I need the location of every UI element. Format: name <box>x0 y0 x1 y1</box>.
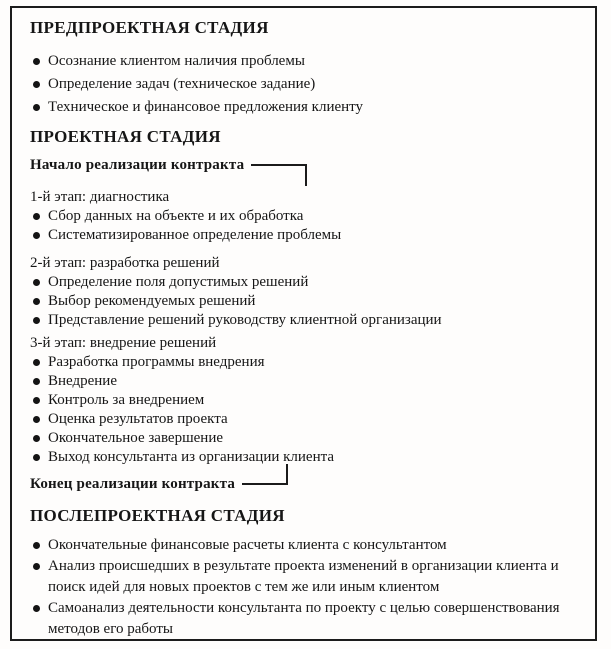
list-item <box>33 226 583 245</box>
contract-end-marker <box>30 475 583 494</box>
document-frame <box>10 6 597 641</box>
list-item <box>33 292 583 311</box>
list-item-text: Систематизированное определение проблемы <box>48 227 342 243</box>
bracket-corner-down-icon <box>251 164 307 186</box>
list-item-text: Анализ происшедших в результате проекта изменений в организации клиента и поиск идей для новых проектов с тем же или иным клиентом <box>48 558 559 595</box>
bullet-icon <box>33 435 40 442</box>
stage-1-diagnostics <box>30 188 583 245</box>
contract-start-marker <box>30 156 583 186</box>
list-item <box>33 50 583 73</box>
list-item-text: Окончательное завершение <box>48 430 224 446</box>
list-item-text: Определение задач (техническое задание) <box>48 76 316 92</box>
stage-1-bullet-list <box>33 207 583 245</box>
list-item <box>33 353 583 372</box>
list-item <box>33 96 583 119</box>
section-title-preproject: ПРЕДПРОЕКТНАЯ СТАДИЯ <box>30 18 269 37</box>
stage-2-bullet-list <box>33 273 583 330</box>
contract-start-label: Начало реализации контракта <box>30 157 245 173</box>
list-item-text: Самоанализ деятельности консультанта по проекту с целью совершенствования методов его работы <box>48 600 560 637</box>
list-item <box>33 391 583 410</box>
list-item-text: Сбор данных на объекте и их обработка <box>48 208 304 224</box>
list-item <box>33 598 583 640</box>
bullet-icon <box>33 213 40 220</box>
contract-end-label: Конец реализации контракта <box>30 476 236 492</box>
stage-label: 1-й этап: диагностика <box>30 189 170 205</box>
section-title-postproject: ПОСЛЕПРОЕКТНАЯ СТАДИЯ <box>30 506 285 525</box>
stage-label: 2-й этап: разработка решений <box>30 255 220 271</box>
list-item <box>33 207 583 226</box>
bullet-icon <box>33 454 40 461</box>
bullet-icon <box>33 232 40 239</box>
list-item <box>33 311 583 330</box>
list-item-text: Выбор рекомендуемых решений <box>48 293 256 309</box>
bullet-icon <box>33 317 40 324</box>
bullet-icon <box>33 397 40 404</box>
list-item-text: Контроль за внедрением <box>48 392 205 408</box>
list-item <box>33 448 583 467</box>
bullet-icon <box>33 58 40 65</box>
list-item <box>33 273 583 292</box>
list-item-text: Техническое и финансовое предложения клиенту <box>48 99 364 115</box>
list-item <box>33 535 583 556</box>
bullet-icon <box>33 359 40 366</box>
list-item-text: Оценка результатов проекта <box>48 411 228 427</box>
bullet-icon <box>33 378 40 385</box>
list-item <box>33 410 583 429</box>
list-item-text: Разработка программы внедрения <box>48 354 265 370</box>
bracket-corner-up-icon <box>242 464 288 485</box>
stage-label: 3-й этап: внедрение решений <box>30 335 217 351</box>
list-item-text: Определение поля допустимых решений <box>48 274 309 290</box>
list-item-text: Окончательные финансовые расчеты клиента с консультантом <box>48 537 447 553</box>
list-item-text: Внедрение <box>48 373 117 389</box>
bullet-icon <box>33 298 40 305</box>
list-item <box>33 556 583 598</box>
bullet-icon <box>33 542 40 549</box>
stage-3-implementation <box>30 334 583 467</box>
preproject-bullet-list <box>33 50 583 119</box>
section-title-project: ПРОЕКТНАЯ СТАДИЯ <box>30 127 221 146</box>
bullet-icon <box>33 563 40 570</box>
bullet-icon <box>33 416 40 423</box>
bullet-icon <box>33 605 40 612</box>
bullet-icon <box>33 104 40 111</box>
list-item-text: Выход консультанта из организации клиента <box>48 449 335 465</box>
list-item-text: Осознание клиентом наличия проблемы <box>48 53 305 69</box>
bullet-icon <box>33 81 40 88</box>
list-item <box>33 429 583 448</box>
bullet-icon <box>33 279 40 286</box>
postproject-bullet-list <box>33 535 583 640</box>
list-item <box>33 73 583 96</box>
list-item <box>33 372 583 391</box>
list-item-text: Представление решений руководству клиентной организации <box>48 312 442 328</box>
stage-2-solutions <box>30 254 583 330</box>
stage-3-bullet-list <box>33 353 583 467</box>
